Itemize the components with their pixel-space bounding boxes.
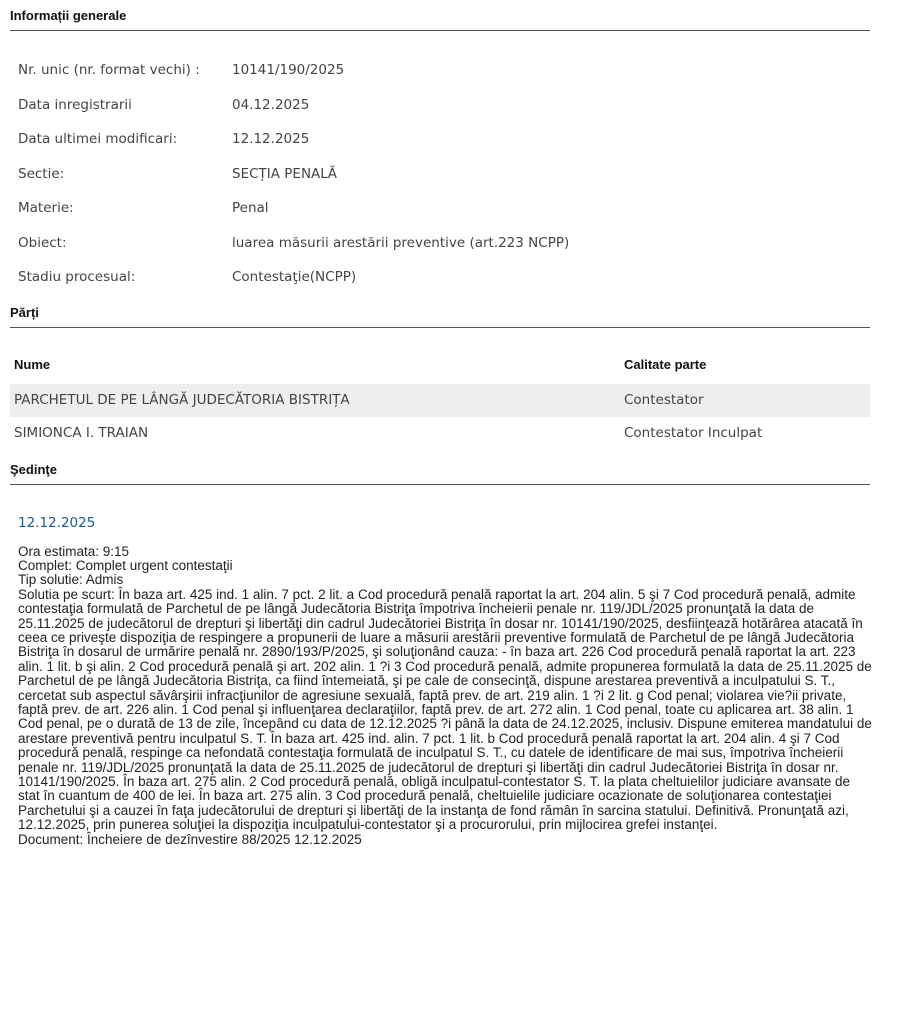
sedinta-date: 12.12.2025 <box>18 514 96 531</box>
info-row-materie <box>10 191 870 226</box>
parte-nume: SIMIONCA I. TRAIAN <box>14 425 149 441</box>
info-value: SECȚIA PENALĂ <box>232 165 338 182</box>
info-value: 12.12.2025 <box>232 131 310 148</box>
info-value: Penal <box>232 200 269 217</box>
document-link: Document: Încheiere de dezînvestire 88/2025 12.12.2025 <box>18 831 362 847</box>
info-label: Materie: <box>18 200 74 217</box>
parte-calitate: Contestator Inculpat <box>624 425 763 441</box>
info-row-data-inregistrarii <box>10 88 870 123</box>
parte-calitate: Contestator <box>620 384 870 417</box>
column-header-calitate: Calitate parte <box>624 357 707 372</box>
complet: Complet: Complet urgent contestaţii <box>18 557 233 573</box>
dosar-details <box>10 0 870 847</box>
section-sedinte: Şedinţe <box>10 462 870 485</box>
informatii-table <box>10 53 870 295</box>
sedinta-details <box>18 545 873 848</box>
info-label: Obiect: <box>18 234 67 251</box>
column-header-nume: Nume <box>14 357 51 372</box>
sedinta-entry <box>10 513 870 848</box>
section-informatii-generale: Informații generale <box>10 8 870 31</box>
info-row-stadiu-procesual <box>10 260 870 295</box>
parte-nume: PARCHETUL DE PE LÂNGĂ JUDECĂTORIA BISTRIȚA <box>10 384 620 417</box>
info-row-nr-unic <box>10 53 870 88</box>
info-value: luarea măsurii arestării preventive (art.223 NCPP) <box>232 234 570 251</box>
parti-table <box>10 346 870 450</box>
info-label: Sectie: <box>18 165 65 182</box>
info-value: 04.12.2025 <box>232 96 310 113</box>
table-row <box>10 417 870 450</box>
tip-solutie: Tip solutie: Admis <box>18 572 124 588</box>
info-value: Contestaţie(NCPP) <box>232 269 357 286</box>
info-label: Data inregistrarii <box>18 96 132 113</box>
info-row-obiect <box>10 226 870 261</box>
solutie-pe-scurt: Solutia pe scurt: În baza art. 425 ind. 1 alin. 7 pct. 2 lit. a Cod procedură penală raportat la art. 204 alin. 5 şi 7 Cod procedură penală, admite contestaţia formulată de Parchetul de pe lângă Judecătoria Bistriţa împotriva încheierii penale nr. 119/JDL/2025 pronunţată la data de 25.11.2025 de judecătorul de drepturi şi libertăţi din cadrul Judecătoriei Bistriţa în dosar nr. 10141/190/2025, desfiinţează hotărârea atacată în ceea ce priveşte dispoziţia de respingere a propunerii de luare a măsurii arestării preventive formulată de Parchetul de pe lângă Judecătoria Bistriţa în dosarul de urmărire penală nr. 2890/193/P/2025, şi soluţionând cauza: - în baza art. 226 Cod procedură penală raportat la art. 223 alin. 1 lit. b şi alin. 2 Cod procedură penală şi art. 202 alin. 1 ?i 3 Cod procedură penală, admite propunerea formulată la data de 25.11.2025 de Parchetul de pe lângă Judecătoria Bistriţa, ca fiind întemeiată, şi pe cale de consecinţă, dispune arestarea preventivă a inculpatului S. T., cercetat sub aspectul săvârşirii infracţiunilor de agresiune sexuală, faptă prev. de art. 219 alin. 1 ?i 2 lit. g Cod penal; violarea vie?ii private, faptă prev. de art. 226 alin. 1 Cod penal şi influenţarea declaraţiilor, faptă prev. de art. 272 alin. 1 Cod penal, toate cu aplicarea art. 38 alin. 1 Cod penal, pe o durată de 13 de zile, începând cu data de 12.12.2025 ?i până la data de 24.12.2025, inclusiv. Dispune emiterea mandatului de arestare preventivă pentru inculpatul S. T. În baza art. 425 ind. alin. 7 pct. 1 lit. b Cod procedură penală raportat la art. 204 alin. 4 şi 7 Cod procedură penală, respinge ca nefondată contestaţia formulată de inculpatul S. T., cu datele de identificare de mai sus, împotriva încheierii penale nr. 119/JDL/2025 pronunţată la data de 25.11.2025 de judecătorul de drepturi şi libertăţi din cadrul Judecătoriei Bistriţa în dosar nr. 10141/190/2025. În baza art. 275 alin. 2 Cod procedură penală, obligă inculpatul-contestator S. T. la plata cheltuielilor judiciare avansate de stat în cuantum de 400 de lei. În baza art. 275 alin. 3 Cod procedură penală, cheltuielile judiciare ocazionate de soluţionarea contestaţiei Parchetului şi a cauzei în faţa judecătorului de drepturi şi libertăţi de la instanţa de fond rămân în sarcina statului. Definitivă. Pronunţată azi, 12.12.2025, prin punerea soluţiei la dispoziţia inculpatului-contestator şi a procurorului, prin mijlocirea grefei instanţei. <box>18 586 872 833</box>
info-label: Stadiu procesual: <box>18 269 136 286</box>
parti-header-row <box>10 346 870 384</box>
ora-estimata: Ora estimata: 9:15 <box>18 543 130 559</box>
info-row-data-ultimei-modificari <box>10 122 870 157</box>
info-value: 10141/190/2025 <box>232 62 345 79</box>
info-label: Nr. unic (nr. format vechi) : <box>18 62 200 79</box>
info-label: Data ultimei modificari: <box>18 131 178 148</box>
section-parti: Părți <box>10 305 870 328</box>
table-row <box>10 384 870 417</box>
info-row-sectie <box>10 157 870 192</box>
